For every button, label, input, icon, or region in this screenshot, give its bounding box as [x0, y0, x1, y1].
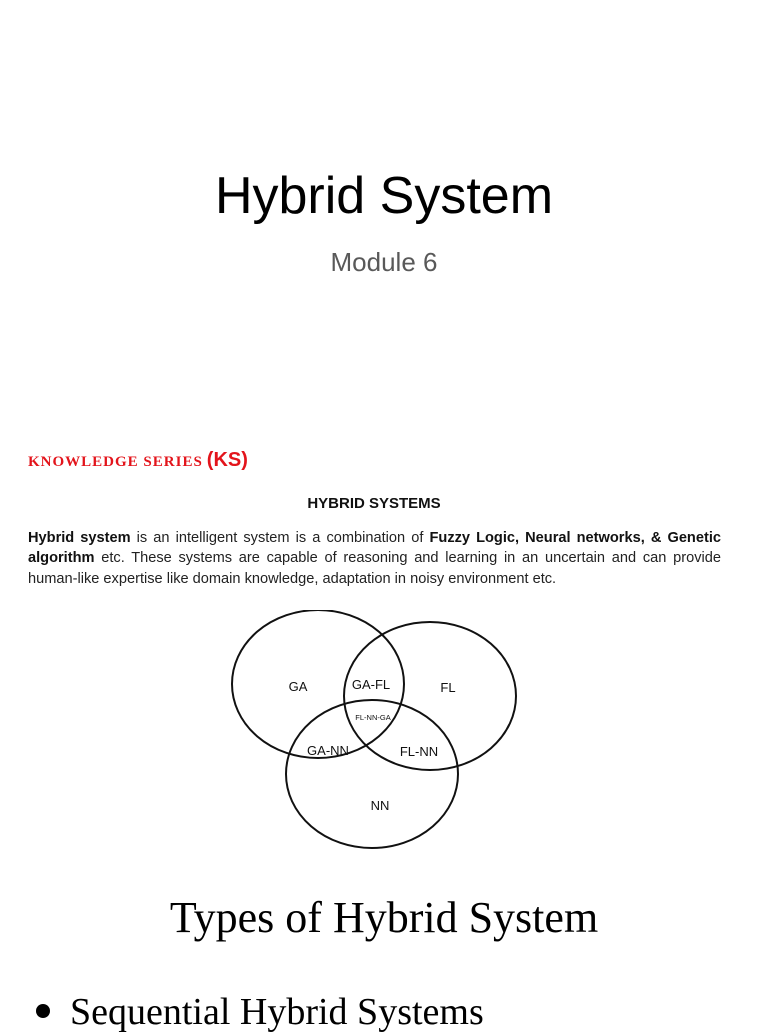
section-title: Types of Hybrid System [169, 893, 599, 942]
bullet-item [36, 988, 484, 1036]
label-ga-nn: GA-NN [307, 743, 349, 758]
brand-header [28, 446, 248, 476]
term-components: Fuzzy Logic, Neural networks, & Genetic algorithm [28, 530, 721, 567]
slide-subtitle: Module 6 [330, 247, 438, 277]
label-fl: FL [440, 680, 456, 695]
term-hybrid-system: Hybrid system [28, 530, 131, 546]
bullet-label: Sequential Hybrid Systems [70, 991, 484, 1033]
slide-title: Hybrid System [214, 167, 554, 225]
label-nn: NN [370, 798, 390, 813]
document-paragraph [28, 528, 721, 589]
paragraph-text-1: is an intelligent system is a combination of [130, 530, 430, 546]
brand-abbreviation: (KS) [206, 449, 248, 471]
bullet-icon [36, 1004, 50, 1018]
document-heading: HYBRID SYSTEMS [307, 495, 441, 512]
venn-diagram [0, 610, 768, 860]
label-ga: GA [288, 679, 308, 694]
label-fl-nn-ga: FL-NN-GA [355, 713, 391, 722]
paragraph-text-2: etc. These systems are capable of reasoning and learning in an uncertain and can provide human-like expertise like domain knowledge, adaptation in noisy environment etc. [28, 550, 721, 587]
circle-nn [286, 700, 458, 848]
label-ga-fl: GA-FL [351, 677, 391, 692]
label-fl-nn: FL-NN [399, 744, 439, 759]
brand-name: KNOWLEDGE SERIES [28, 454, 203, 470]
